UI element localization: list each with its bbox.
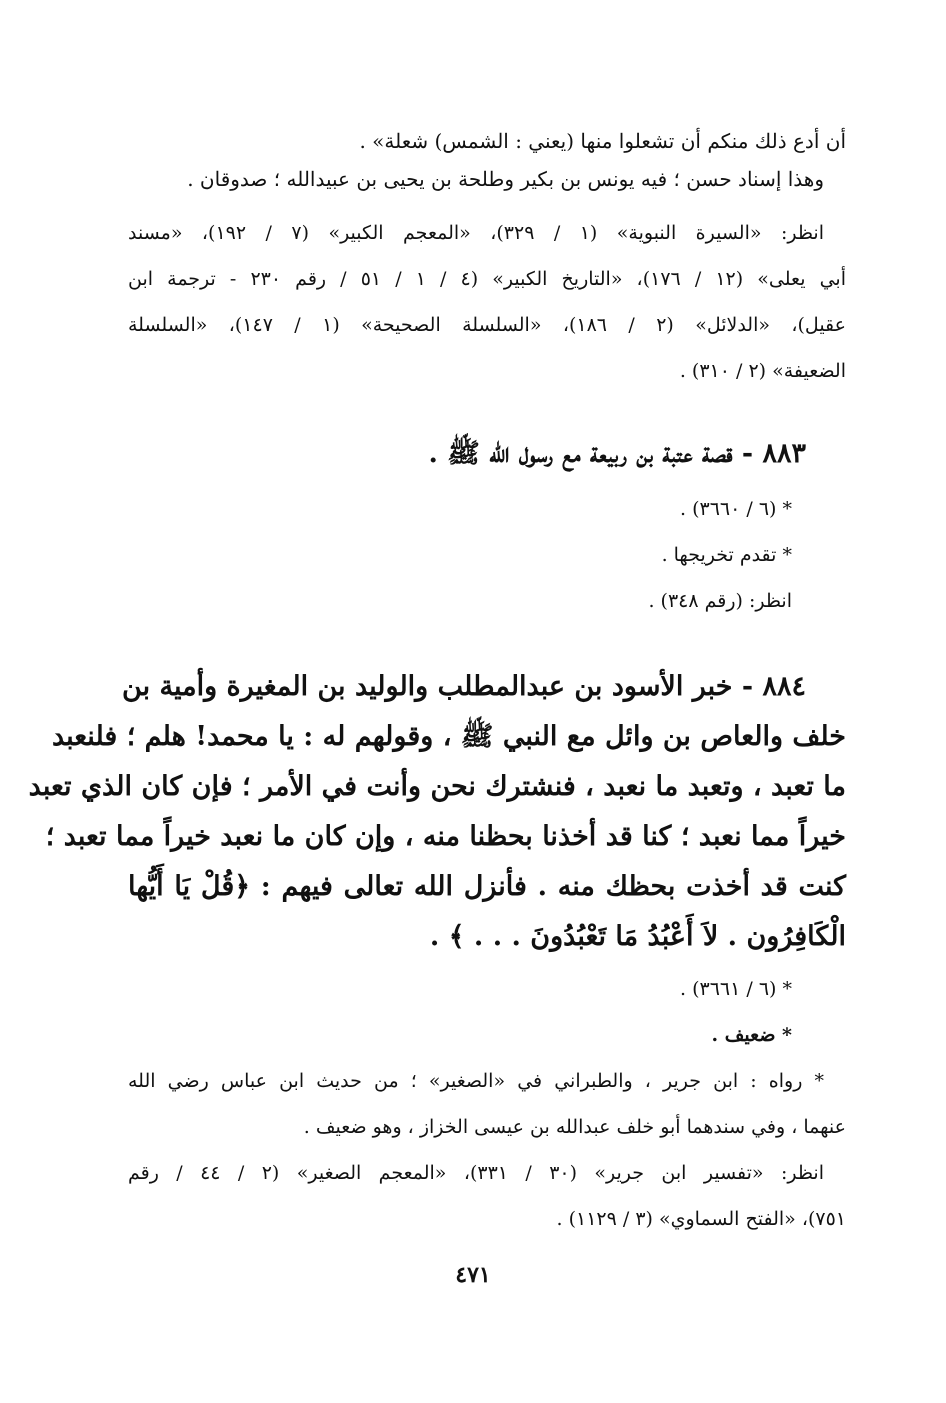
intro-paragraph xyxy=(128,122,846,198)
text-line: ٨٨٤ - خبر الأسود بن عبدالمطلب والوليد بن المغيرة وأمية بن xyxy=(122,671,806,702)
text-line: أبي يعلى» (١٢ / ١٧٦)، «التاريخ الكبير» (٤ / ١ / ٥١ / رقم ٢٣٠ - ترجمة ابن xyxy=(128,268,846,290)
text-line: الْكَافِرُون . لاَ أَعْبُدُ مَا تَعْبُدُونَ . . . ﴾ . xyxy=(429,921,846,952)
references-paragraph xyxy=(128,210,846,394)
entry-883-status: * تقدم تخريجها . xyxy=(661,544,792,566)
text-line: ٧٥١)، «الفتح السماوي» (٣ / ١١٢٩) . xyxy=(556,1208,846,1230)
text-line: ٨٨٣ - قصة عتبة بن ربيعة مع رسول الله ﷺ . xyxy=(428,438,806,469)
entry-884-references xyxy=(128,1150,846,1242)
entry-884-details xyxy=(128,966,846,1058)
page-number: ٤٧١ xyxy=(455,1262,491,1288)
text-line: الضعيفة» (٢ / ٣١٠) . xyxy=(679,360,846,382)
text-line: انظر: «تفسير ابن جرير» (٣٠ / ٣٣١)، «المعجم الصغير» (٢ / ٤٤ / رقم xyxy=(128,1162,824,1184)
entry-884-narration xyxy=(128,1058,846,1150)
entry-884-ref: * (٦ / ٣٦٦١) . xyxy=(680,978,792,1000)
entry-883-title xyxy=(128,432,846,476)
entry-883-ref: * (٦ / ٣٦٦٠) . xyxy=(680,498,792,520)
text-line: عقيل)، «الدلائل» (٢ / ١٨٦)، «السلسلة الصحيحة» (١ / ١٤٧)، «السلسلة xyxy=(128,314,846,336)
text-line: خلف والعاص بن وائل مع النبي ﷺ ، وقولهم له : يا محمد! هلم ؛ فلنعبد xyxy=(51,721,846,752)
text-line: ما تعبد ، وتعبد ما نعبد ، فنشترك نحن وأنت في الأمر ؛ فإن كان الذي تعبد xyxy=(28,771,846,802)
text-line: انظر: «السيرة النبوية» (١ / ٣٢٩)، «المعجم الكبير» (٧ / ١٩٢)، «مسند xyxy=(128,222,824,244)
entry-883-see: انظر: (رقم ٣٤٨) . xyxy=(648,590,792,612)
text-line: وهذا إسناد حسن ؛ فيه يونس بن بكير وطلحة بن يحيى بن عبيدالله ؛ صدوقان . xyxy=(187,167,824,191)
text-line: كنت قد أخذت بحظك منه . فأنزل الله تعالى فيهم : ﴿قُلْ يَا أَيُّها xyxy=(128,871,846,902)
entry-884-status: * ضعيف . xyxy=(711,1024,792,1046)
text-line: * رواه : ابن جرير ، والطبراني في «الصغير» ؛ من حديث ابن عباس رضي الله xyxy=(128,1070,824,1092)
entry-883-details xyxy=(128,486,846,624)
text-line: عنهما ، وفي سندهما أبو خلف عبدالله بن عيسى الخزاز ، وهو ضعيف . xyxy=(303,1116,846,1138)
text-line: خيراً مما نعبد ؛ كنا قد أخذنا بحظنا منه ، وإن كان ما نعبد خيراً مما تعبد ؛ xyxy=(45,821,846,852)
entry-884-title xyxy=(28,662,846,962)
text-line: أن أدع ذلك منكم أن تشعلوا منها (يعني : الشمس) شعلة» . xyxy=(359,129,846,153)
